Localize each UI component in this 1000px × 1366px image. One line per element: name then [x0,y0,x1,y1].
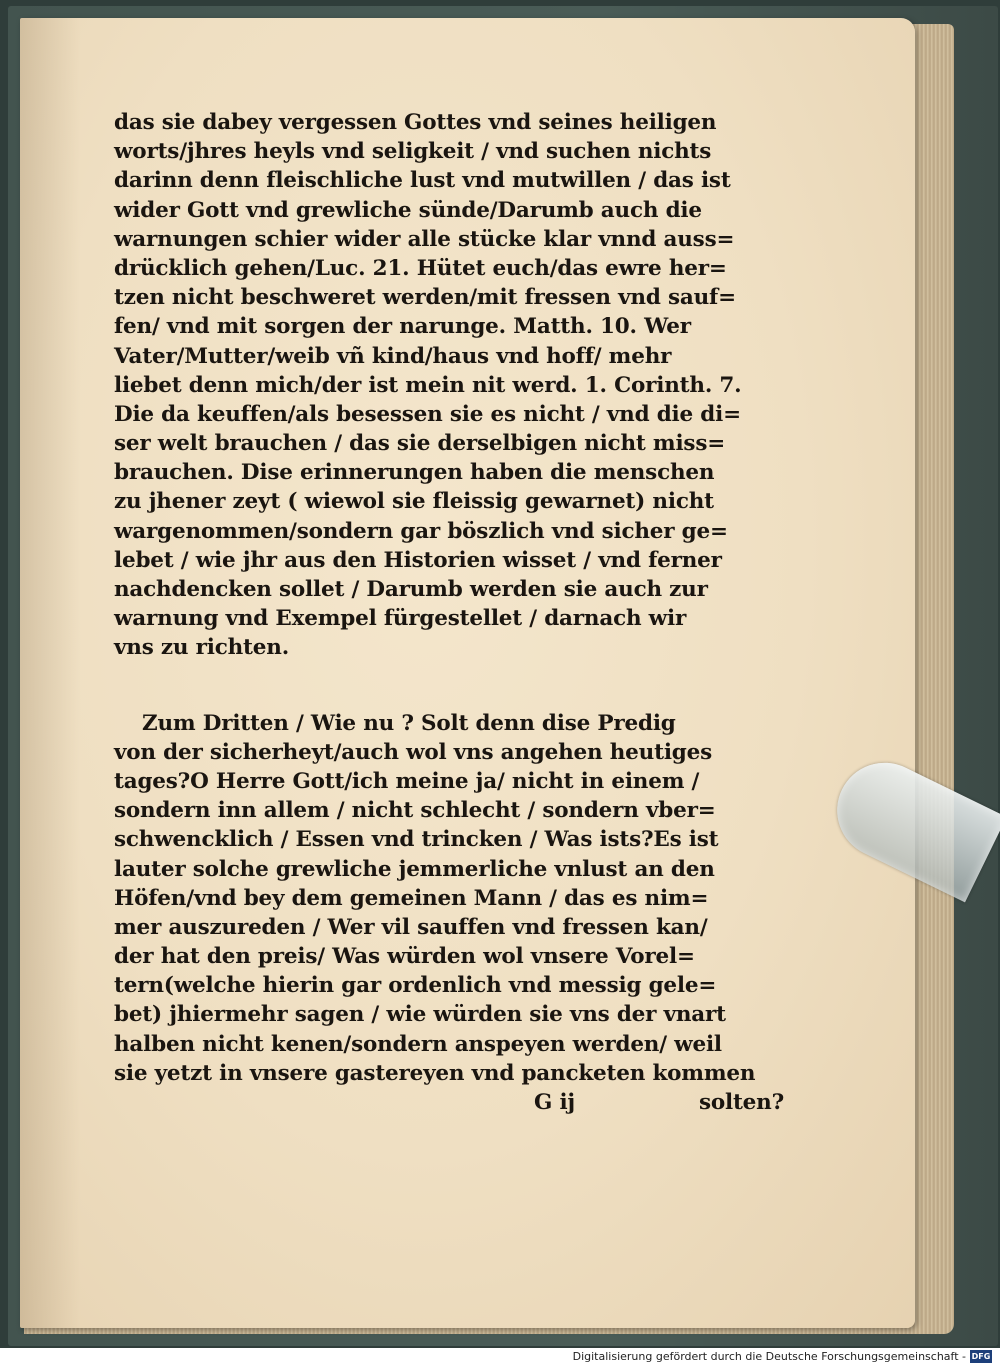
text-line: schwencklich / Essen vnd trincken / Was ists?Es ist [114,827,719,853]
catchword: solten? [698,1090,784,1115]
paragraph-spacer [114,663,794,709]
text-line: worts/jhres heyls vnd seligkeit / vnd suchen nichts [114,139,712,165]
dfg-logo-icon: DFG [971,1352,991,1361]
page-text [114,108,794,1117]
text-line: bet) jhiermehr sagen / wie würden sie vns der vnart [114,1002,726,1028]
text-line: warnungen schier wider alle stücke klar vnnd auss= [114,226,735,252]
text-line: lauter solche grewliche jemmerliche vnlust an den [114,856,715,882]
paragraph-1 [114,108,794,663]
text-line: das sie dabey vergessen Gottes vnd seines heiligen [114,110,717,135]
text-line: wargenommen/sondern gar böszlich vnd sicher ge= [114,518,728,544]
text-line: Vater/Mutter/weib vñ kind/haus vnd hoff/ mehr [114,343,672,369]
text-line: brauchen. Dise erinnerungen haben die menschen [114,460,715,486]
text-line: fen/ vnd mit sorgen der narunge. Matth. 10. Wer [114,314,691,340]
text-line: darinn denn fleischliche lust vnd mutwillen / das ist [114,168,731,194]
text-line: halben nicht kenen/sondern anspeyen werden/ weil [114,1031,722,1057]
paragraph-2 [114,709,794,1088]
text-line: tages?O Herre Gott/ich meine ja/ nicht in einem / [114,768,700,794]
text-line: Höfen/vnd bey dem gemeinen Mann / das es nim= [114,885,709,911]
text-line: ser welt brauchen / das sie derselbigen nicht miss= [114,431,726,457]
digitization-credit: Digitalisierung gefördert durch die Deutsche Forschungsgemeinschaft - [572,1350,966,1363]
text-line: von der sicherheyt/auch wol vns angehen heutiges [114,739,713,765]
text-line: drücklich gehen/Luc. 21. Hütet euch/das ewre her= [114,255,727,281]
text-line: lebet / wie jhr aus den Historien wisset / vnd ferner [114,547,722,573]
text-line: mer auszureden / Wer vil sauffen vnd fressen kan/ [114,914,708,940]
text-line: der hat den preis/ Was würden wol vnsere Vorel= [114,944,695,970]
text-line: liebet denn mich/der ist mein nit werd. 1. Corinth. 7. [114,372,742,398]
text-line: zu jhener zeyt ( wiewol sie fleissig gewarnet) nicht [114,489,714,515]
text-line: tern(welche hierin gar ordenlich vnd messig gele= [114,973,717,999]
text-line: sondern inn allem / nicht schlecht / sondern vber= [114,798,716,824]
book-page [20,18,915,1328]
text-line: sie yetzt in vnsere gastereyen vnd pancketen kommen [114,1060,756,1086]
signature-mark: G ij [534,1090,575,1115]
page-footer [114,1088,794,1117]
text-line: Zum Dritten / Wie nu ? Solt denn dise Predig [142,710,676,736]
text-line: warnung vnd Exempel fürgestellet / darnach wir [114,606,687,632]
text-line: tzen nicht beschweret werden/mit fressen vnd sauf= [114,285,736,311]
text-line: Die da keuffen/als besessen sie es nicht / vnd die di= [114,401,741,427]
text-line: nachdencken sollet / Darumb werden sie auch zur [114,577,708,602]
text-line: wider Gott vnd grewliche sünde/Darumb auch die [114,197,702,223]
text-line: vns zu richten. [114,635,289,661]
